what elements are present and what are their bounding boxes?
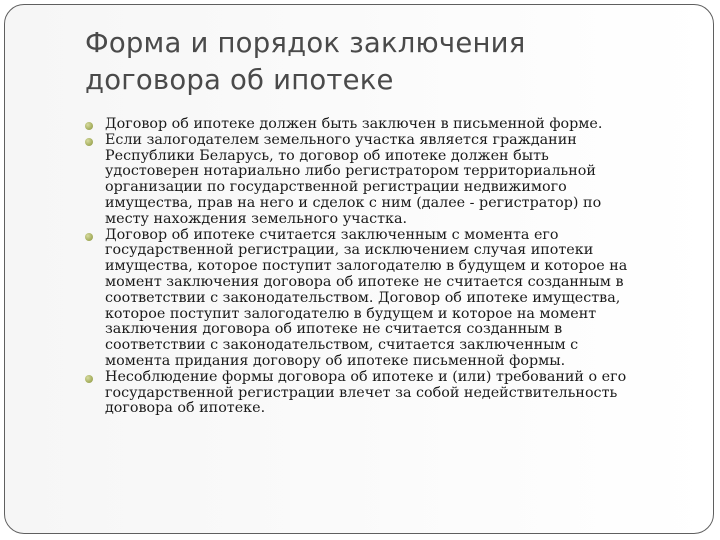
bullet-text-line: Несоблюдение формы договора об ипотеке и (или) требований о его [105, 368, 627, 385]
bullet-item [83, 117, 683, 133]
bullet-list [83, 117, 683, 417]
bullet-text-line: имущества, которое поступит залогодателю в будущем и которое на [105, 258, 628, 275]
bullet-text-line: заключения договора об ипотеке не считается созданным в [105, 321, 563, 338]
bullet-text-line: Договор об ипотеке должен быть заключен в письменной форме. [105, 116, 603, 132]
bullet-text-line: договора об ипотеке. [105, 400, 266, 417]
bullet-text-line: Республики Беларусь, то договор об ипотеке должен быть [105, 147, 549, 164]
bullet-item [83, 133, 683, 228]
bullet-text-line: соответствии с законодательством, считается заключенным с [105, 337, 579, 354]
bullet-text-line: государственной регистрации, за исключением случая ипотеки [105, 242, 594, 259]
bullet-text-line: удостоверен нотариально либо регистратором территориальной [105, 163, 596, 180]
bullet-text-line: Если залогодателем земельного участка является гражданин [105, 131, 577, 148]
bullet-item [83, 370, 683, 417]
bullet-text-line: месту нахождения земельного участка. [105, 210, 408, 227]
bullet-dot-icon [85, 375, 93, 383]
bullet-dot-icon [85, 233, 93, 241]
bullet-text-line: момента придания договору об ипотеке письменной формы. [105, 352, 566, 369]
slide-title-line: договора об ипотеке [85, 64, 394, 96]
bullet-text-line: которое поступит залогодателю в будущем и которое на момент [105, 305, 597, 322]
bullet-text-line: имущества, прав на него и сделок с ним (далее - регистратор) по [105, 194, 602, 211]
slide [4, 4, 714, 534]
slide-title-line: Форма и порядок заключения [85, 27, 526, 59]
bullet-text-line: момент заключения договора об ипотеке не считается созданным в [105, 273, 624, 290]
bullet-item [83, 228, 683, 370]
bullet-dot-icon [85, 122, 93, 130]
bullet-text-line: организации по государственной регистрации недвижимого [105, 179, 567, 196]
bullet-dot-icon [85, 138, 93, 146]
bullet-text-line: соответствии с законодательством. Договор об ипотеке имущества, [105, 289, 621, 306]
bullet-text-line: государственной регистрации влечет за собой недействительность [105, 384, 618, 401]
bullet-text-line: Договор об ипотеке считается заключенным с момента его [105, 226, 559, 243]
slide-title [85, 25, 685, 99]
